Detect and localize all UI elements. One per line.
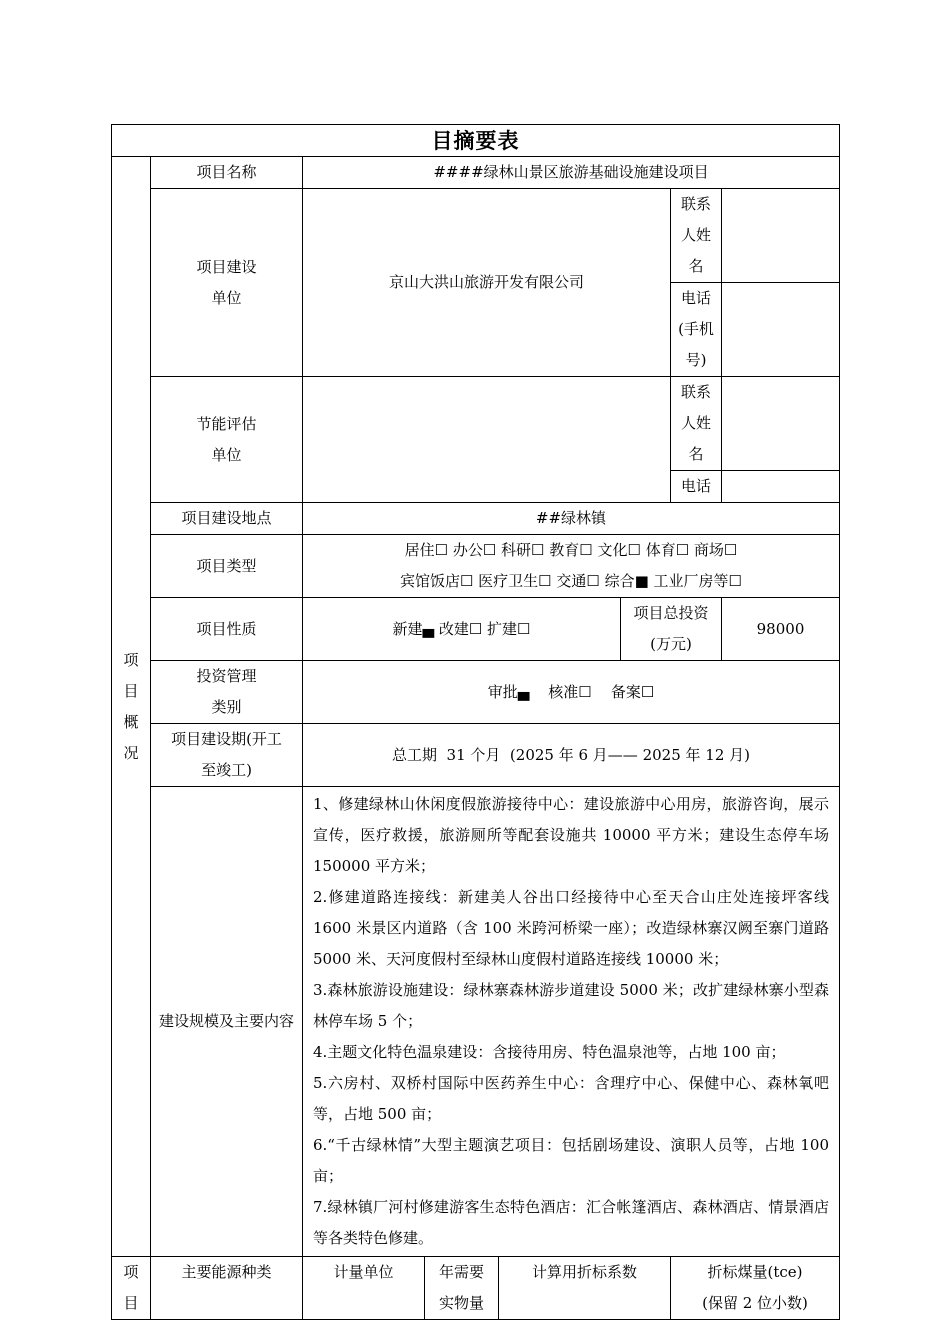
project-summary-table [111,124,840,1320]
period-value: 总工期 31 个月 (2025 年 6 月—— 2025 年 12 月) [303,724,840,787]
assessor-phone-label: 电话 [671,471,722,503]
scale-item: 4.主题文化特色温泉建设：含接待用房、特色温泉池等，占地 100 亩； [313,1043,786,1061]
energy-unit-header: 计量单位 [303,1257,425,1320]
scale-item: 1、修建绿林山休闲度假旅游接待中心：建设旅游中心用房，旅游咨询，展示宣传，医疗救援，旅游厕所等配套设施共 10000 平方米；建设生态停车场 150000 平方米； [313,795,829,875]
builder-phone-label: 电话(手机 号) [671,283,722,377]
investment-mgmt-label: 投资管理 类别 [151,661,303,724]
builder-value: 京山大洪山旅游开发有限公司 [303,189,671,377]
project-name-value: ####绿林山景区旅游基础设施建设项目 [303,157,840,189]
project-type-options: 居住☐ 办公☐ 科研☐ 教育☐ 文化☐ 体育☐ 商场☐ 宾馆饭店☐ 医疗卫生☐ 交通☐ 综合■ 工业厂房等☐ [303,535,840,598]
assessor-contact-value [722,377,840,471]
energy-coef-header: 计算用折标系数 [499,1257,671,1320]
builder-contact-label: 联系人姓 名 [671,189,722,283]
nature-options: 新建▄ 改建☐ 扩建☐ [303,598,621,661]
builder-contact-value [722,189,840,283]
assessor-contact-label: 联系人姓 名 [671,377,722,471]
scale-content [303,787,840,1257]
side-label-overview: 项 目 概 况 [112,157,151,1257]
location-label: 项目建设地点 [151,503,303,535]
builder-label: 项目建设 单位 [151,189,303,377]
project-name-label: 项目名称 [151,157,303,189]
scale-label: 建设规模及主要内容 [151,787,303,1257]
scale-item: 5.六房村、双桥村国际中医药养生中心：含理疗中心、保健中心、森林氧吧等，占地 500 亩； [313,1074,829,1123]
assessor-phone-value [722,471,840,503]
energy-tce-header: 折标煤量(tce) (保留 2 位小数) [671,1257,840,1320]
investment-label: 项目总投资 (万元) [621,598,722,661]
location-value: ##绿林镇 [303,503,840,535]
scale-item: 7.绿林镇厂河村修建游客生态特色酒店：汇合帐篷酒店、森林酒店、情景酒店等各类特色修建。 [313,1198,829,1247]
energy-type-header: 主要能源种类 [151,1257,303,1320]
builder-phone-value [722,283,840,377]
scale-item: 3.森林旅游设施建设：绿林寨森林游步道建设 5000 米；改扩建绿林寨小型森林停车场 5 个； [313,981,829,1030]
investment-mgmt-options: 审批▄ 核准☐ 备案☐ [303,661,840,724]
assessor-label: 节能评估 单位 [151,377,303,503]
scale-item: 6.“千古绿林情”大型主题演艺项目：包括剧场建设、演职人员等，占地 100 亩； [313,1136,829,1185]
assessor-value [303,377,671,503]
nature-label: 项目性质 [151,598,303,661]
side-label-energy: 项 目 [112,1257,151,1320]
table-title: 目摘要表 [112,125,840,157]
energy-amount-header: 年需要 实物量 [425,1257,499,1320]
project-type-label: 项目类型 [151,535,303,598]
scale-item: 2.修建道路连接线：新建美人谷出口经接待中心至天合山庄处连接坪客线 1600 米景区内道路（含 100 米跨河桥梁一座）；改造绿林寨汉阙至寨门道路 5000 米、天河度假村至绿林山度假村道路连接线 10000 米； [313,888,829,968]
investment-value: 98000 [722,598,840,661]
period-label: 项目建设期(开工 至竣工) [151,724,303,787]
